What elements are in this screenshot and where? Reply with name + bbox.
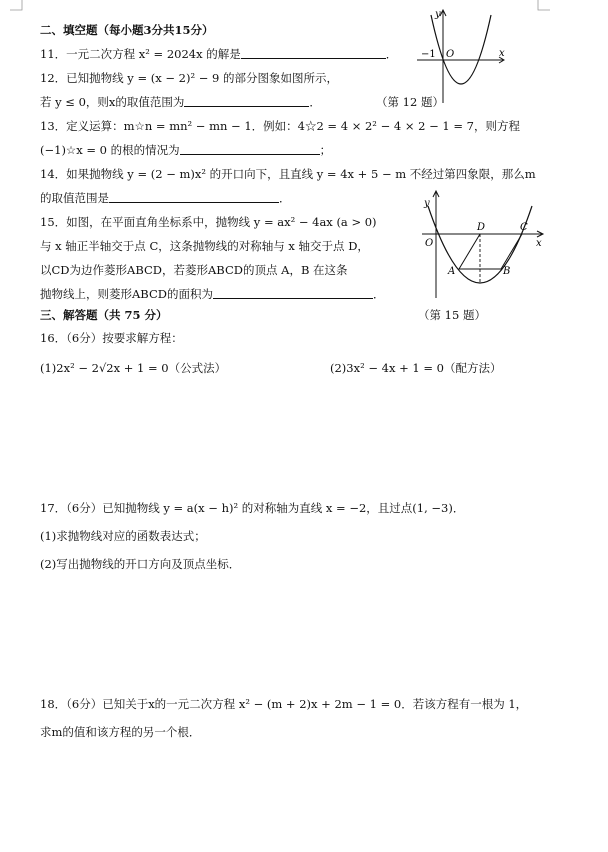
- question-17-part2: (2)写出抛物线的开口方向及顶点坐标．: [40, 557, 241, 571]
- figure-12-caption: （第 12 题）: [376, 95, 444, 109]
- answer-blank-13[interactable]: [180, 142, 320, 155]
- figure-15-point-b: B: [503, 266, 511, 277]
- question-17-title: 17．（6分）已知抛物线 y = a(x − h)² 的对称轴为直线 x = −2，且过点(1, −3)．: [40, 501, 465, 515]
- figure-15-point-a: A: [448, 266, 456, 277]
- question-15-line4: 抛物线上，则菱形ABCD的面积为 ．: [40, 287, 385, 301]
- figure-12-y-label: y: [435, 9, 441, 20]
- figure-15-caption: （第 15 题）: [418, 308, 486, 322]
- question-15-line1: 15．如图，在平面直角坐标系中，抛物线 y = ax² − 4ax (a > 0): [40, 215, 377, 229]
- question-14-line2: 的取值范围是 ．: [40, 191, 291, 205]
- question-16-part1: (1)2x² − 2√2x + 1 = 0（公式法）: [40, 361, 227, 375]
- figure-15-x-label: x: [536, 238, 542, 249]
- question-12-line2: 若 y ≤ 0，则x的取值范围为 ．: [40, 95, 321, 109]
- question-13-line2: (−1)☆x = 0 的根的情况为 ；: [40, 143, 332, 157]
- question-16-part2: (2)3x² − 4x + 1 = 0（配方法）: [330, 361, 502, 375]
- figure-12-curve: [431, 15, 491, 84]
- question-17-part1: (1)求抛物线对应的函数表达式；: [40, 529, 206, 543]
- figure-15-point-d: D: [477, 222, 486, 233]
- section-fill-in-heading: 二、填空题（每小题3分共15分）: [40, 23, 214, 37]
- figure-15-rhombus-graph: [418, 186, 548, 306]
- question-11: 11．一元二次方程 x² = 2024x 的解是 ．: [40, 47, 398, 61]
- question-18-line1: 18．（6分）已知关于x的一元二次方程 x² − (m + 2)x + 2m − 1 = 0．若该方程有一根为 1，: [40, 697, 528, 711]
- figure-15-rhombus: [459, 234, 522, 269]
- question-12-line1: 12．已知抛物线 y = (x − 2)² − 9 的部分图象如图所示，: [40, 71, 338, 85]
- figure-12-origin-label: O: [446, 49, 455, 60]
- question-16-title: 16．（6分）按要求解方程：: [40, 331, 183, 345]
- figure-12-x-label: x: [499, 48, 505, 59]
- figure-15-point-c: C: [520, 222, 528, 233]
- question-14-line1: 14．如果抛物线 y = (2 − m)x² 的开口向下，且直线 y = 4x + 5 − m 不经过第四象限，那么m: [40, 167, 536, 181]
- figure-15-y-label: y: [424, 198, 430, 209]
- answer-blank-15[interactable]: [213, 286, 373, 299]
- answer-blank-11[interactable]: [241, 46, 386, 59]
- figure-15-origin-label: O: [425, 238, 434, 249]
- question-11-text: 11．一元二次方程 x² = 2024x 的解是: [40, 47, 241, 61]
- answer-blank-14[interactable]: [109, 190, 279, 203]
- question-18-line2: 求m的值和该方程的另一个根．: [40, 725, 201, 739]
- page-corner-marks: [0, 0, 608, 20]
- figure-12-parabola-graph: [415, 5, 515, 105]
- question-13-line1: 13．定义运算：m☆n = mn² − mn − 1．例如：4☆2 = 4 × 2² − 4 × 2 − 1 = 7，则方程: [40, 119, 520, 133]
- section-answer-heading: 三、解答题（共 75 分）: [40, 308, 168, 322]
- question-15-line2: 与 x 轴正半轴交于点 C，这条抛物线的对称轴与 x 轴交于点 D，: [40, 239, 369, 253]
- figure-12-neg1-label: −1: [421, 49, 436, 60]
- answer-blank-12[interactable]: [184, 94, 309, 107]
- question-15-line3: 以CD为边作菱形ABCD，若菱形ABCD的顶点 A，B 在这条: [40, 263, 348, 277]
